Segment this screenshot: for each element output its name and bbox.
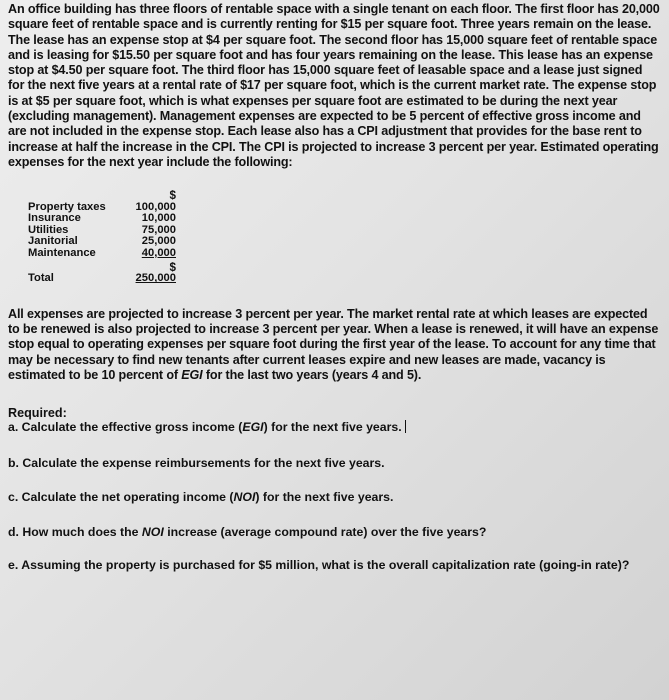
question-c: c. Calculate the net operating income (NOI) for the next five years. — [8, 490, 394, 505]
problem-document — [8, 2, 660, 573]
table-row — [28, 248, 176, 260]
expense-label: Property taxes — [28, 200, 106, 213]
required-heading: Required: — [8, 406, 67, 421]
total-amount: 250,000 — [135, 272, 176, 285]
expense-label: Janitorial — [28, 235, 78, 248]
table-row-total — [28, 273, 176, 285]
expense-amount: 75,000 — [141, 223, 176, 236]
operating-expenses-table — [28, 190, 176, 285]
question-a: a. Calculate the effective gross income (EGI) for the next five years. — [8, 420, 660, 435]
assumptions-paragraph: All expenses are projected to increase 3 percent per year. The market rental rate at which leases are expected to be renewed is also projected to increase 3 percent per year. When a lease is renewed, it will have an expense stop equal to operating expenses per square foot during the first year of the lease. To account for any time that may be necessary to find new tenants after current leases expire and new leases are made, vacancy is estimated to be 10 percent of EGI for the last two years (years 4 and 5). — [8, 306, 659, 382]
expense-amount: 100,000 — [135, 200, 176, 213]
question-e: e. Assuming the property is purchased for $5 million, what is the overall capitalization rate (going-in rate)? — [8, 558, 630, 573]
expense-label: Insurance — [28, 212, 81, 225]
problem-intro-paragraph: An office building has three floors of rentable space with a single tenant on each floor. The first floor has 20,000 square feet of rentable space and is currently renting for $15 per square foot. Three years remain on the lease. The lease has an expense stop at $4 per square foot. The second floor has 15,000 square feet of rentable space and is leasing for $15.50 per square foot and has four years remaining on the lease. This lease has an expense stop at $4.50 per square foot. The third floor has 15,000 square feet of leasable space and a lease just signed for the next five years at a rental rate of $17 per square foot, which is the current market rate. The expense stop is at $5 per square foot, which is what expenses per square foot are estimated to be during the next year (excluding management). Management expenses are expected to be 5 percent of effective gross income and are not included in the expense stop. Each lease also has a CPI adjustment that provides for the base rent to increase at half the increase in the CPI. The CPI is projected to increase 3 percent per year. Estimated operating expenses for the next year include the following: — [8, 2, 660, 169]
expense-amount: 10,000 — [141, 212, 176, 225]
expense-label: Maintenance — [28, 246, 96, 259]
currency-symbol: $ — [169, 189, 176, 203]
expense-label: Utilities — [28, 223, 69, 236]
total-label: Total — [28, 272, 54, 285]
currency-symbol: $ — [169, 260, 176, 274]
text-cursor — [405, 420, 407, 433]
question-b: b. Calculate the expense reimbursements for the next five years. — [8, 455, 385, 470]
expense-amount: 40,000 — [141, 246, 176, 259]
expense-amount: 25,000 — [141, 235, 176, 248]
question-d: d. How much does the NOI increase (average compound rate) over the five years? — [8, 524, 487, 539]
